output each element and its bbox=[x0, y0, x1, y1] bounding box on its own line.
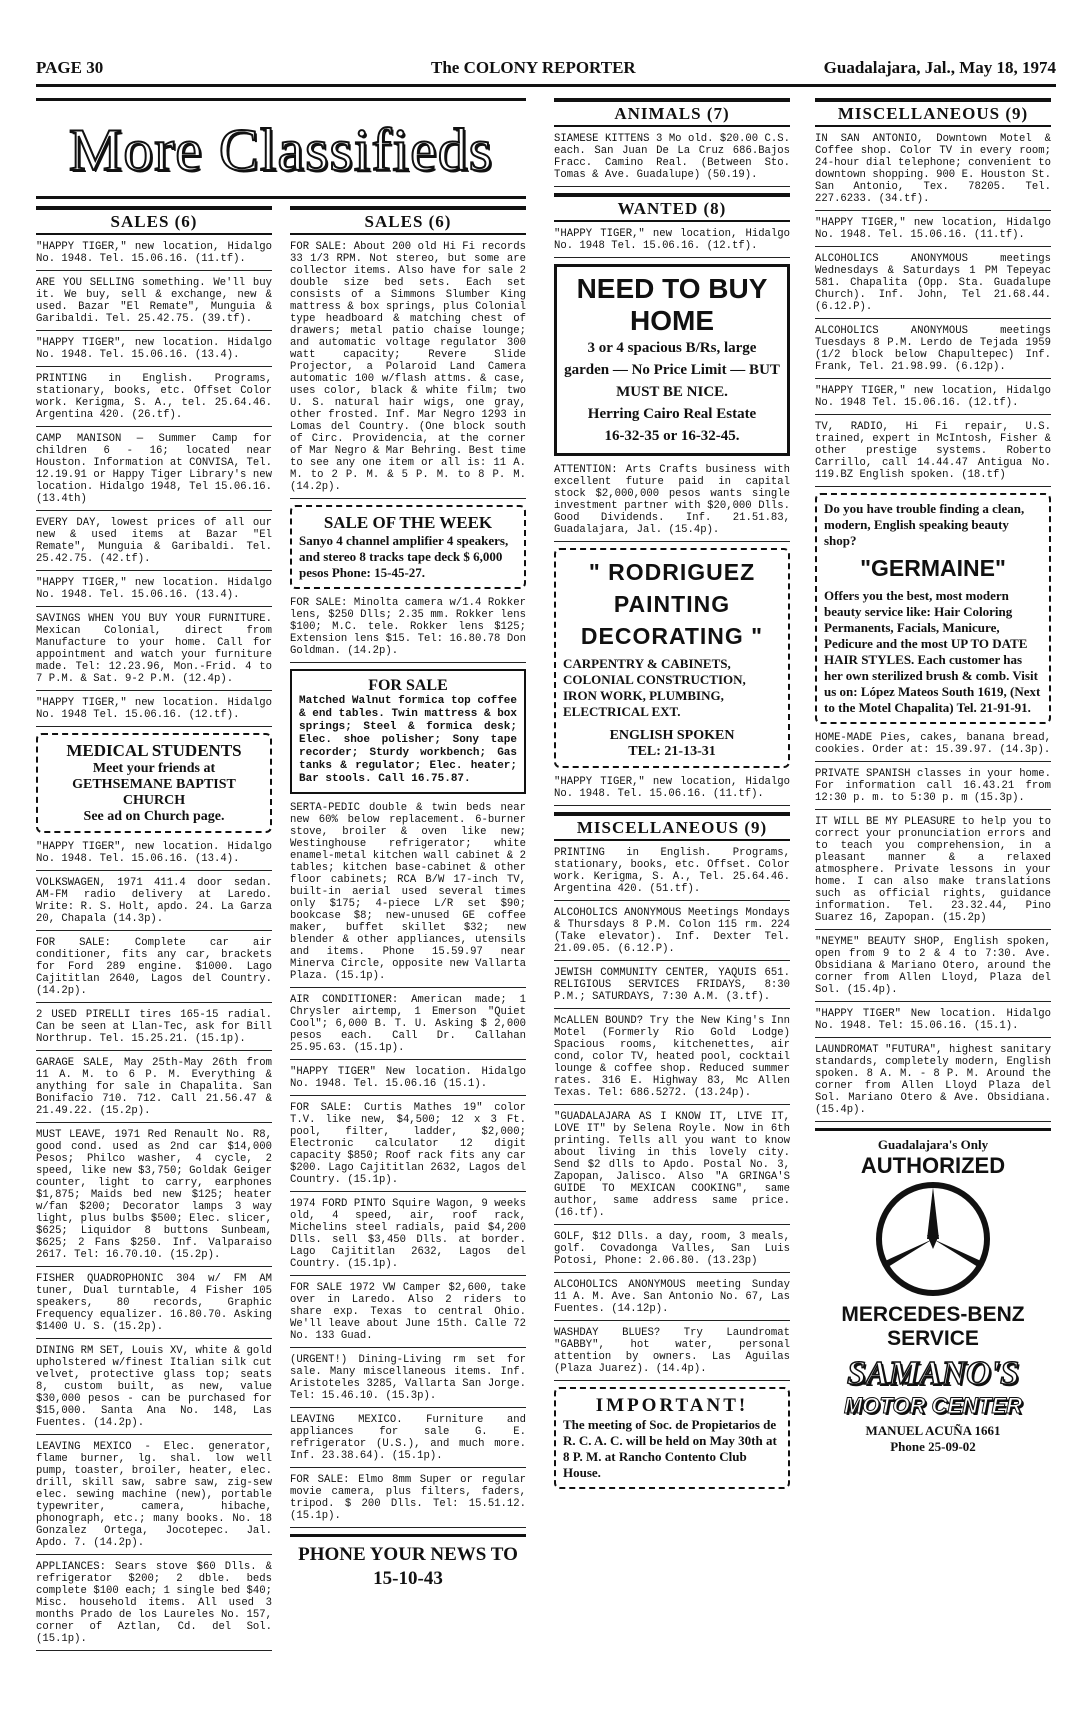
classified-ad: LEAVING MEXICO. Furniture and appliances for sale G. E. refrigerator (U.S.), and much more. Inf. 23.38.64). (15.1p). bbox=[290, 1414, 526, 1468]
classified-ad: "HAPPY TIGER," new location. Hidalgo No. 1948 Tel. 15.06.16. (12.tf). bbox=[36, 697, 272, 727]
classified-ad: FOR SALE: Minolta camera w/1.4 Rokker lens, $250 Dlls; 2.35 mm. Rokker lens $100; M.C. tele. Rokker lens $125; Extension lens $15. Tel: 16.80.78 Don Goldman. (14.2p). bbox=[290, 597, 526, 663]
banner-title: More Classifieds bbox=[68, 116, 494, 183]
ads-list bbox=[815, 133, 1051, 487]
box-intro: Do you have trouble finding a clean, modern, English speaking beauty shop? bbox=[824, 501, 1025, 548]
classified-ad: "HAPPY TIGER" New location. Hidalgo No. 1948. Tel: 15.06.16. (15.1). bbox=[815, 1008, 1051, 1038]
box-body: The meeting of Soc. de Propietarios de R. C. A. C. will be held on May 30th at 8 P. M. at Rancho Contento Club House. bbox=[563, 1417, 777, 1480]
ad-line: MERCEDES-BENZ bbox=[841, 1303, 1025, 1326]
agency: Herring Cairo Real Estate bbox=[587, 406, 757, 422]
classified-ad: SERTA-PEDIC double & twin beds near new 60% below replacement. 6-burner stove, broiler & oven like new; Westinghouse refrigerator; white enamel-metal kitchen wall cabinet & 2 tables; kitchen base-cabinet & other floor cabinets; RCA B/W 17-inch TV, built-in aerial used several times only $175; 4-piece L/R set $90; bookcase $8; new-unused GE coffee maker, buffet skillet $32; new blender & other appliances, utensils and items. Phone 15.59.97 near Minerva Circle, opposite new Vallarta Plaza. (15.1p). bbox=[290, 802, 526, 988]
box-title: IMPORTANT! bbox=[595, 1395, 749, 1416]
classified-ad: FOR SALE 1972 VW Camper $2,600, take over in Laredo. Also 2 riders to share exp. Texas to central Ohio. We'll leave about June 15th. Calle 72 No. 133 Guad. bbox=[290, 1282, 526, 1348]
box-body: 3 or 4 spacious B/Rs, large garden — No Price Limit — BUT MUST BE NICE. bbox=[564, 340, 780, 400]
classified-ad: WASHDAY BLUES? Try Laundromat "GABBY", hot water, personal attention by owners. Las Aguilas (Plaza Juarez). (14.4p). bbox=[554, 1327, 790, 1381]
classified-ad: "HAPPY TIGER," new location. Hidalgo No. 1948. Tel. 15.06.16. (13.4). bbox=[36, 577, 272, 607]
classified-ad: TV, RADIO, Hi Fi repair, U.S. trained, expert in McIntosh, Fisher & other prestige systems. Roberto Carrillo, call 14.44.47 Antigua No. 119.BZ English spoken. (18.tf) bbox=[815, 421, 1051, 487]
box-line: Meet your friends at bbox=[92, 761, 216, 776]
ads-list bbox=[290, 802, 526, 1528]
ads-list bbox=[554, 228, 790, 258]
rodriguez-painting-box bbox=[554, 548, 790, 768]
dateline: Guadalajara, Jal., May 18, 1974 bbox=[823, 58, 1056, 77]
classified-ad: ARE YOU SELLING something. We'll buy it. We buy, sell & exchange, new & used. Bazar "El Remate", Munguia & Garibaldi. Tel. 25.42.75. (39.tf). bbox=[36, 277, 272, 331]
classified-ad: 1974 FORD PINTO Squire Wagon, 9 weeks old, 4 speed, air, roof rack, Michelins steel radials, paid $4,200 Dlls. sell $3,450 Dlls. at border. Lago Cajititlan 2632, Lagos del Country. (15.1p). bbox=[290, 1198, 526, 1276]
section-heading-wanted: WANTED (8) bbox=[554, 193, 790, 222]
tel: TEL: 21-13-31 bbox=[628, 744, 716, 759]
section-heading-misc: MISCELLANEOUS (9) bbox=[815, 98, 1051, 127]
box-title: " RODRIGUEZ PAINTING DECORATING " bbox=[580, 559, 764, 649]
classified-ad: (URGENT!) Dining-Living rm set for sale. Many miscellaneous items. Inf. Aristoteles 3285, Vallarta San Jorge. Tel: 15.46.10. (15.3p). bbox=[290, 1354, 526, 1408]
section-heading-animals: ANIMALS (7) bbox=[554, 98, 790, 127]
classified-ad: FOR SALE: Curtis Mathes 19" color T.V. like new, $4,500; 12 x 3 Ft. pool, filter, ladder, $2,000; Electronic calculator 12 digit capacity $850; Roof rack fits any car $200. Lago Cajititlan 2632, Lagos del Country. (15.1p). bbox=[290, 1102, 526, 1192]
box-title: SALE OF THE WEEK bbox=[323, 513, 493, 532]
classified-ad: IT WILL BE MY PLEASURE to help you to correct your pronunciation errors and to teach you comprehension, in a pleasant manner & a relaxed atmosphere. Private lessons in your home. I can also make translations such as official rights, guidance information. Tel. 23.32.44, Pino Suarez 16, Zapopan. (15.2p) bbox=[815, 816, 1051, 930]
box-title: FOR SALE bbox=[368, 677, 448, 694]
classified-ad: PRINTING in English. Programs, stationary, books, etc. Offset. Color work. Kerigma, S. A., Tel. 25.64.46. Argentina 420. (51.tf). bbox=[554, 847, 790, 901]
box-line: See ad on Church page. bbox=[83, 809, 225, 824]
germaine-box bbox=[815, 493, 1051, 724]
box-title: "GERMAINE" bbox=[860, 555, 1006, 581]
phone-your-news: PHONE YOUR NEWS TO 15-10-43 bbox=[290, 1534, 526, 1591]
important-box bbox=[554, 1387, 790, 1489]
classified-ad: PRINTING in English. Programs, stationary, books, etc. Offset Color work. Kerigma, S. A., tel. 25.64.46. Argentina 420. (26.tf). bbox=[36, 373, 272, 427]
mercedes-star-icon bbox=[873, 1179, 993, 1299]
need-to-buy-home-box bbox=[554, 264, 790, 456]
box-body: Offers you the best, most modern beauty service like: Hair Coloring Permanents, Facials, Manicure, Pedicure and the most UP TO DATE HAIR STYLES. Each customer has her own sterilized brush & comb. Visit us on: López Mateos South 1619, (Next to the Motel Chapalita) Tel. 21-91-91. bbox=[824, 588, 1041, 715]
box-body: Matched Walnut formica top coffee & end tables. Twin mattress & box springs; Steel & formica desk; Elec. shoe polisher; Sony tape recorder; Sturdy workbench; Gas tanks & regulator; Elec. heater; Bar stools. Call 16.75.87. bbox=[299, 695, 517, 785]
english-spoken: ENGLISH SPOKEN bbox=[609, 728, 735, 743]
ads-list bbox=[554, 133, 790, 187]
classified-ad: MUST LEAVE, 1971 Red Renault No. R8, good cond. used as 2nd car $14,000 Pesos; Philco washer, 4 cycle, 2 speed, like new $3,750; Goldak Geiger counter, light to carry, earphones $1,875; Maids bed new $125; heater w/fan $200; Decorator lamps 3 way light, plus bulbs $500; Elec. slicer, $625; Liquidor 8 buttons Sunbeam, $625; 2 Fans $250. Inf. Valparaiso 2617. Tel: 16.70.10. (15.2p). bbox=[36, 1129, 272, 1267]
classified-ad: LAUNDROMAT "FUTURA", highest sanitary standards, completely modern, English spoken. 8 A. M. - 8 P. M. Around the corner from Allen Lloyd Plaza del Sol. Mariano Otero & Ave. Obsidiana. (15.4p). bbox=[815, 1044, 1051, 1122]
classified-ad: LEAVING MEXICO - Elec. generator, flame burner, lg. shal. low well pump, toaster, broiler, heater, elec. drill, skill saw, sabre saw, zig-sew elec. sewing machine (new), portable typewriter, camera, hibache, phonograph, etc.; many books. No. 18 Gonzalez Ortega, Jocotepec. Jal. Apdo. 7. (14.2p). bbox=[36, 1441, 272, 1555]
medical-students-box bbox=[36, 733, 272, 833]
column-3 bbox=[554, 98, 790, 1497]
classified-ad: SIAMESE KITTENS 3 Mo old. $20.00 C.S. each. San Juan De La Cruz 686.Bajos Fracc. Camino Real. (Between Sto. Tomas & Ave. Guadalupe) (50.19). bbox=[554, 133, 790, 187]
ad-line: AUTHORIZED bbox=[860, 1153, 1006, 1178]
ads-list bbox=[290, 597, 526, 663]
column-2 bbox=[290, 206, 526, 1591]
classified-ad: "HAPPY TIGER," new location, Hidalgo No. 1948. Tel. 15.06.16. (11.tf). bbox=[554, 776, 790, 806]
classified-ad: "GUADALAJARA AS I KNOW IT, LIVE IT, LOVE IT" by Selena Royle. Now in 6th printing. Tells all you want to know about living in this lovely city. Send $2 dlls to Apdo. Postal No. 3, Zapopan, Jalisco. Also "A GRINGA'S GUIDE TO MEXICAN COOKING", same author, same address same price. (16.tf). bbox=[554, 1111, 790, 1225]
section-heading-sales: SALES (6) bbox=[36, 206, 272, 235]
page-number: PAGE 30 bbox=[36, 58, 104, 77]
classified-ad: JEWISH COMMUNITY CENTER, YAQUIS 651. RELIGIOUS SERVICES FRIDAYS, 8:30 P.M.; SATURDAYS, 7:30 A.M. (3.tf). bbox=[554, 967, 790, 1009]
ad-line: SERVICE bbox=[887, 1327, 979, 1350]
box-body: CARPENTRY & CABINETS, COLONIAL CONSTRUCTION, IRON WORK, PLUMBING, ELECTRICAL EXT. bbox=[563, 656, 746, 719]
box-body: Sanyo 4 channel amplifier 4 speakers, and stereo 8 tracks tape deck $ 6,000 pesos Phone: 15-45-27. bbox=[299, 533, 509, 580]
classified-ad: GOLF, $12 Dlls. a day, room, 3 meals, golf. Covadonga Valles, San Luis Potosi, Phone: 2.06.80. (13.23p) bbox=[554, 1231, 790, 1273]
classified-ad: GARAGE SALE, May 25th-May 26th from 11 A. M. to 6 P. M. Everything & anything for sale in Chapalita. San Bonifacio 710. 712. Call 21.56.47 & 21.49.22. (15.2p). bbox=[36, 1057, 272, 1123]
classified-ad: DINING RM SET, Louis XV, white & gold upholstered w/finest Italian silk cut velvet, protective glass top; seats 8, custom built, as new, value $30,000 pesos - can be purchased for $15,000. Santa Ana No. 148, Las Fuentes. (14.2p). bbox=[36, 1345, 272, 1435]
header-rule bbox=[36, 84, 1056, 87]
classified-ad: IN SAN ANTONIO, Downtown Motel & Coffee shop. Color TV in every room; 24-hour dial telephone; convenient to downtown shopping. 900 E. Houston St. San Antonio, Tex. 78205. Tel. 227.6233. (34.tf). bbox=[815, 133, 1051, 211]
classified-ad: ALCOHOLICS ANONYMOUS meeting Sunday 11 A. M. Ave. San Antonio No. 67, Las Fuentes. (14.12p). bbox=[554, 1279, 790, 1321]
classified-ad: 2 USED PIRELLI tires 165-15 radial. Can be seen at Llan-Tec, ask for Bill Northrup. Tel. 15.25.21. (15.1p). bbox=[36, 1009, 272, 1051]
ads-list bbox=[554, 847, 790, 1381]
address: MANUEL ACUÑA 1661 bbox=[865, 1423, 1001, 1438]
ads-list bbox=[554, 776, 790, 806]
classified-ad: EVERY DAY, lowest prices of all our new & used items at Bazar "El Remate", Munguia & Garibaldi. Tel. 25.42.75. (42.tf). bbox=[36, 517, 272, 571]
classified-ad: "HAPPY TIGER," new location, Hidalgo No. 1948 Tel. 15.06.16. (12.tf). bbox=[554, 228, 790, 258]
classified-ad: VOLKSWAGEN, 1971 411.4 door sedan. AM-FM radio delivery at Laredo. Write: R. S. Holt, apdo. 24. La Garza 20, Chapala (14.3p). bbox=[36, 877, 272, 931]
phones: 16-32-35 or 16-32-45. bbox=[604, 428, 740, 444]
more-classifieds-banner bbox=[36, 100, 526, 200]
classified-ad: FOR SALE: Elmo 8mm Super or regular movie camera, plus filters, faders, tripod. $ 200 Dlls. Tel: 15.51.12. (15.1p). bbox=[290, 1474, 526, 1528]
ads-list bbox=[815, 732, 1051, 1122]
classified-ad: "HAPPY TIGER," new location, Hidalgo No. 1948. Tel. 15.06.16. (11.tf). bbox=[36, 241, 272, 271]
banner-bottom-rule bbox=[36, 196, 526, 199]
phone: Phone 25-09-02 bbox=[890, 1439, 976, 1454]
classified-ad: McALLEN BOUND? Try the New King's Inn Motel (Formerly Rio Gold Lodge) Spacious rooms, kitchenettes, air cond, color TV, heated pool, cocktail lounge & coffee shop. Reduced summer rates. 316 E. Highway 83, Mc Allen Texas. Tel: 686.5272. (13.24p). bbox=[554, 1015, 790, 1105]
column-4 bbox=[815, 98, 1051, 1455]
brand-logo-sub: MOTOR CENTER bbox=[843, 1393, 1023, 1418]
classified-ad: HOME-MADE Pies, cakes, banana bread, cookies. Order at: 15.39.97. (14.3p). bbox=[815, 732, 1051, 762]
attention-ad: ATTENTION: Arts Crafts business with excellent future paid in capital stock $2,000,000 pesos wants single investment partner with $20,000 Dlls. Good Dividends. Inf. 21.51.83, Guadalajara, Jal. (15.4p). bbox=[554, 464, 790, 542]
box-line: GETHSEMANE BAPTIST CHURCH bbox=[72, 777, 236, 808]
section-heading-misc: MISCELLANEOUS (9) bbox=[554, 812, 790, 841]
classified-ad: "HAPPY TIGER," new location, Hidalgo No. 1948. Tel. 15.06.16. (11.tf). bbox=[815, 217, 1051, 247]
classified-ad: FISHER QUADROPHONIC 304 w/ FM AM tuner, Dual turntable, 4 Fisher 105 speakers, 80 records, Graphic Frequency equalizer. 16.80.70. Asking $1400 U. S. (15.2p). bbox=[36, 1273, 272, 1339]
brand-logo: SAMANO'S bbox=[847, 1355, 1019, 1392]
ads-list bbox=[290, 241, 526, 499]
classified-ad: "HAPPY TIGER", new location. Hidalgo No. 1948. Tel. 15.06.16. (13.4). bbox=[36, 841, 272, 871]
ads-list bbox=[36, 241, 272, 727]
classified-ad: ALCOHOLICS ANONYMOUS meetings Tuesdays 8 P.M. Lerdo de Tejada 1959 (1/2 block below Chapultepec) Inf. Frank, Tel. 21.98.99. (6.12p). bbox=[815, 325, 1051, 379]
page-header bbox=[36, 58, 1056, 82]
classified-ad: "HAPPY TIGER," new location, Hidalgo No. 1948 Tel. 15.06.16. (12.tf). bbox=[815, 385, 1051, 415]
sale-of-the-week-box bbox=[290, 505, 526, 589]
classified-ad: ALCOHOLICS ANONYMOUS Meetings Mondays & Thursdays 8 P.M. Colon 115 rm. 224 (Take elevator). Inf. Dexter Tel. 21.09.05. (6.12.P). bbox=[554, 907, 790, 961]
classified-ad: ALCOHOLICS ANONYMOUS meetings Wednesdays & Saturdays 1 PM Tepeyac 581. Chapalita (Opp. Sta. Guadalupe Church). Inf. John, Tel 21.68.44. (6.12.P). bbox=[815, 253, 1051, 319]
classified-ad: "HAPPY TIGER", new location. Hidalgo No. 1948. Tel. 15.06.16. (13.4). bbox=[36, 337, 272, 367]
mercedes-ad bbox=[815, 1128, 1051, 1455]
box-title: NEED TO BUY HOME bbox=[576, 273, 768, 336]
column-1 bbox=[36, 206, 272, 1657]
classified-ad: "NEYME" BEAUTY SHOP, English spoken, open from 9 to 2 & 4 to 7:30. Ave. Obsidiana & Mariano Otero, around the corner from Allen Lloyd, Plaza del Sol. (15.4p). bbox=[815, 936, 1051, 1002]
classified-ad: AIR CONDITIONER: American made; 1 Chrysler airtemp, 1 Emerson "Quiet Cool"; 6,000 B. T. U. Asking $ 2,000 pesos each. Call Dr. Callahan 25.95.63. (15.1p). bbox=[290, 994, 526, 1060]
for-sale-box bbox=[290, 669, 526, 794]
section-heading-sales: SALES (6) bbox=[290, 206, 526, 235]
classified-ad: FOR SALE: About 200 old Hi Fi records 33 1/3 RPM. Not stereo, but some are collector items. Also have for sale 2 double size bed sets. Each set consists of a Simmons Slumber King mattress & box springs, plus Colonial type headboard & matching chest of drawers; metal patio chaise lounge; and automatic voltage regulator 300 watt capacity; Revere Slide Projector, a Polaroid Land Camera automatic 100 w/flash attms. & case, uses color, black & white film; two U. S. natural hair wigs, one gray, other frosted. Inf. Mar Negro 1293 in Lomas del Country. (One block south of Circ. Providencia, at the corner of Mar Negro & Mar Behring. Best time to see any one item or all is: 11 A. M. to 2 P. M. & 5 P. M. to 8 P. M. (14.2p). bbox=[290, 241, 526, 499]
classified-ad: FOR SALE: Complete car air conditioner, fits any car, brackets for Ford 289 engine. $1000. Lago Cajititlan 2640, Lagos del Country. (14.2p). bbox=[36, 937, 272, 1003]
box-title: MEDICAL STUDENTS bbox=[66, 741, 242, 760]
ad-line: Guadalajara's Only bbox=[877, 1137, 989, 1152]
ads-list bbox=[36, 841, 272, 1651]
classified-ad: APPLIANCES: Sears stove $60 Dlls. & refrigerator $200; 2 dble. beds complete $100 each; 1 single bed $40; Misc. household items. All used 3 months Prado de los Laureles No. 157, corner of Aztlan, Cd. del Sol. (15.1p). bbox=[36, 1561, 272, 1651]
classified-ad: "HAPPY TIGER" New location. Hidalgo No. 1948. Tel. 15.06.16 (15.1). bbox=[290, 1066, 526, 1096]
classified-ad: SAVINGS WHEN YOU BUY YOUR FURNITURE. Mexican Colonial, direct from Manufacture to your home. Call for appointment and watch your furniture made. Tel: 12.23.96, Mon.-Frid. 4 to 7 P.M. & Sat. 9-2 P.M. (12.4p). bbox=[36, 613, 272, 691]
classified-ad: PRIVATE SPANISH classes in your home. For information call 16.43.21 from 12:30 p. m. to 5:30 p. m (15.3p). bbox=[815, 768, 1051, 810]
paper-name: The COLONY REPORTER bbox=[431, 58, 636, 77]
classified-ad: CAMP MANISON — Summer Camp for children 6 - 16; located near Houston. Information at CONVISA, Tel. 12.19.91 or Happy Tiger Library's new location. Hidalgo 1948, Tel 15.06.16. (13.4th) bbox=[36, 433, 272, 511]
